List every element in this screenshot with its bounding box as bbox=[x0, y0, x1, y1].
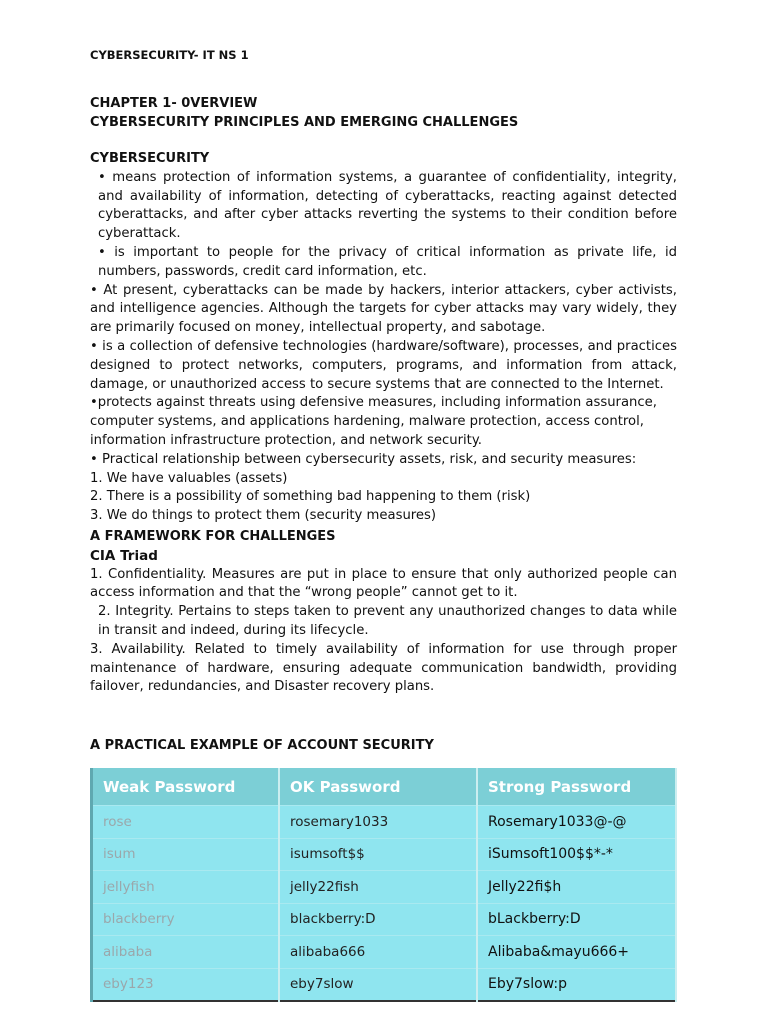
weak-password-cell: alibaba bbox=[92, 936, 280, 969]
bullet-paragraph: • means protection of information systems, a guarantee of confidentiality, integrity, and availability of information, detecting of cyberattacks, reacting against detected cyberattacks, and after cyber attacks reverting the systems to their condition before cyberattack. bbox=[98, 169, 677, 242]
text-line: • Practical relationship between cybersecurity assets, risk, and security measures: bbox=[90, 451, 637, 467]
text-line: information infrastructure protection, and network security. bbox=[90, 432, 482, 448]
bullet-paragraph: • At present, cyberattacks can be made by hackers, interior attackers, cyber activists, and intelligence agencies. Although the targets for cyber attacks may vary widely, they are primarily focused on money, intellectual property, and sabotage. bbox=[90, 282, 677, 336]
weak-password-cell: isum bbox=[92, 838, 280, 871]
strong-password-cell: Rosemary1033@-@ bbox=[477, 806, 676, 839]
numbered-item: 3. We do things to protect them (security measures) bbox=[90, 508, 437, 524]
strong-password-cell: Eby7slow:p bbox=[477, 968, 676, 1001]
account-security-section bbox=[90, 737, 677, 756]
cybersecurity-section bbox=[90, 150, 677, 526]
chapter-title: CHAPTER 1- 0VERVIEW bbox=[90, 96, 258, 111]
table-row bbox=[92, 871, 677, 904]
ok-password-cell: rosemary1033 bbox=[279, 806, 477, 839]
numbered-item: 1. We have valuables (assets) bbox=[90, 470, 288, 486]
weak-password-cell: jellyfish bbox=[92, 871, 280, 904]
bullet-paragraph: • is important to people for the privacy of critical information as private life, id numbers, passwords, credit card information, etc. bbox=[98, 244, 677, 279]
table-row bbox=[92, 936, 677, 969]
section-subheading: CIA Triad bbox=[90, 547, 158, 564]
table-row bbox=[92, 968, 677, 1001]
table-row bbox=[92, 838, 677, 871]
bullet-paragraph: • is a collection of defensive technologies (hardware/software), processes, and practices designed to protect networks, computers, programs, and information from attack, damage, or unauthorized access to secure systems that are connected to the Internet. bbox=[90, 338, 677, 392]
section-heading: CYBERSECURITY bbox=[90, 151, 210, 166]
ok-password-cell: eby7slow bbox=[279, 968, 477, 1001]
numbered-paragraph: 2. Integrity. Pertains to steps taken to prevent any unauthorized changes to data while in transit and indeed, during its lifecycle. bbox=[98, 604, 677, 638]
ok-password-cell: jelly22fish bbox=[279, 871, 477, 904]
framework-section bbox=[90, 528, 677, 697]
strong-password-cell: Jelly22fi$h bbox=[477, 871, 676, 904]
weak-password-cell: rose bbox=[92, 806, 280, 839]
ok-password-cell: isumsoft$$ bbox=[279, 838, 477, 871]
text-line: computer systems, and applications hardening, malware protection, access control, bbox=[90, 414, 644, 430]
chapter-heading bbox=[90, 94, 518, 132]
numbered-item: 2. There is a possibility of something bad happening to them (risk) bbox=[90, 489, 531, 505]
strong-password-cell: Alibaba&mayu666+ bbox=[477, 936, 676, 969]
table-header-row bbox=[92, 768, 677, 806]
column-header: Strong Password bbox=[477, 768, 676, 806]
password-table bbox=[90, 768, 677, 1002]
numbered-paragraph: 3. Availability. Related to timely availability of information for use through proper maintenance of hardware, ensuring adequate communication bandwidth, providing failover, redundancies, and Disaster recovery plans. bbox=[90, 641, 677, 695]
section-heading: A FRAMEWORK FOR CHALLENGES bbox=[90, 529, 336, 544]
column-header: OK Password bbox=[279, 768, 477, 806]
column-header: Weak Password bbox=[92, 768, 280, 806]
table-row bbox=[92, 806, 677, 839]
ok-password-cell: blackberry:D bbox=[279, 903, 477, 936]
weak-password-cell: blackberry bbox=[92, 903, 280, 936]
chapter-subtitle: CYBERSECURITY PRINCIPLES AND EMERGING CHALLENGES bbox=[90, 115, 519, 130]
weak-password-cell: eby123 bbox=[92, 968, 280, 1001]
ok-password-cell: alibaba666 bbox=[279, 936, 477, 969]
strong-password-cell: bLackberry:D bbox=[477, 903, 676, 936]
numbered-paragraph: 1. Confidentiality. Measures are put in place to ensure that only authorized people can access information and that the “wrong people” cannot get to it. bbox=[90, 566, 677, 601]
text-line: •protects against threats using defensive measures, including information assurance, bbox=[90, 395, 657, 411]
section-heading: A PRACTICAL EXAMPLE OF ACCOUNT SECURITY bbox=[90, 738, 434, 753]
table-row bbox=[92, 903, 677, 936]
document-header: CYBERSECURITY- IT NS 1 bbox=[90, 48, 249, 62]
strong-password-cell: iSumsoft100$$*-* bbox=[477, 838, 676, 871]
